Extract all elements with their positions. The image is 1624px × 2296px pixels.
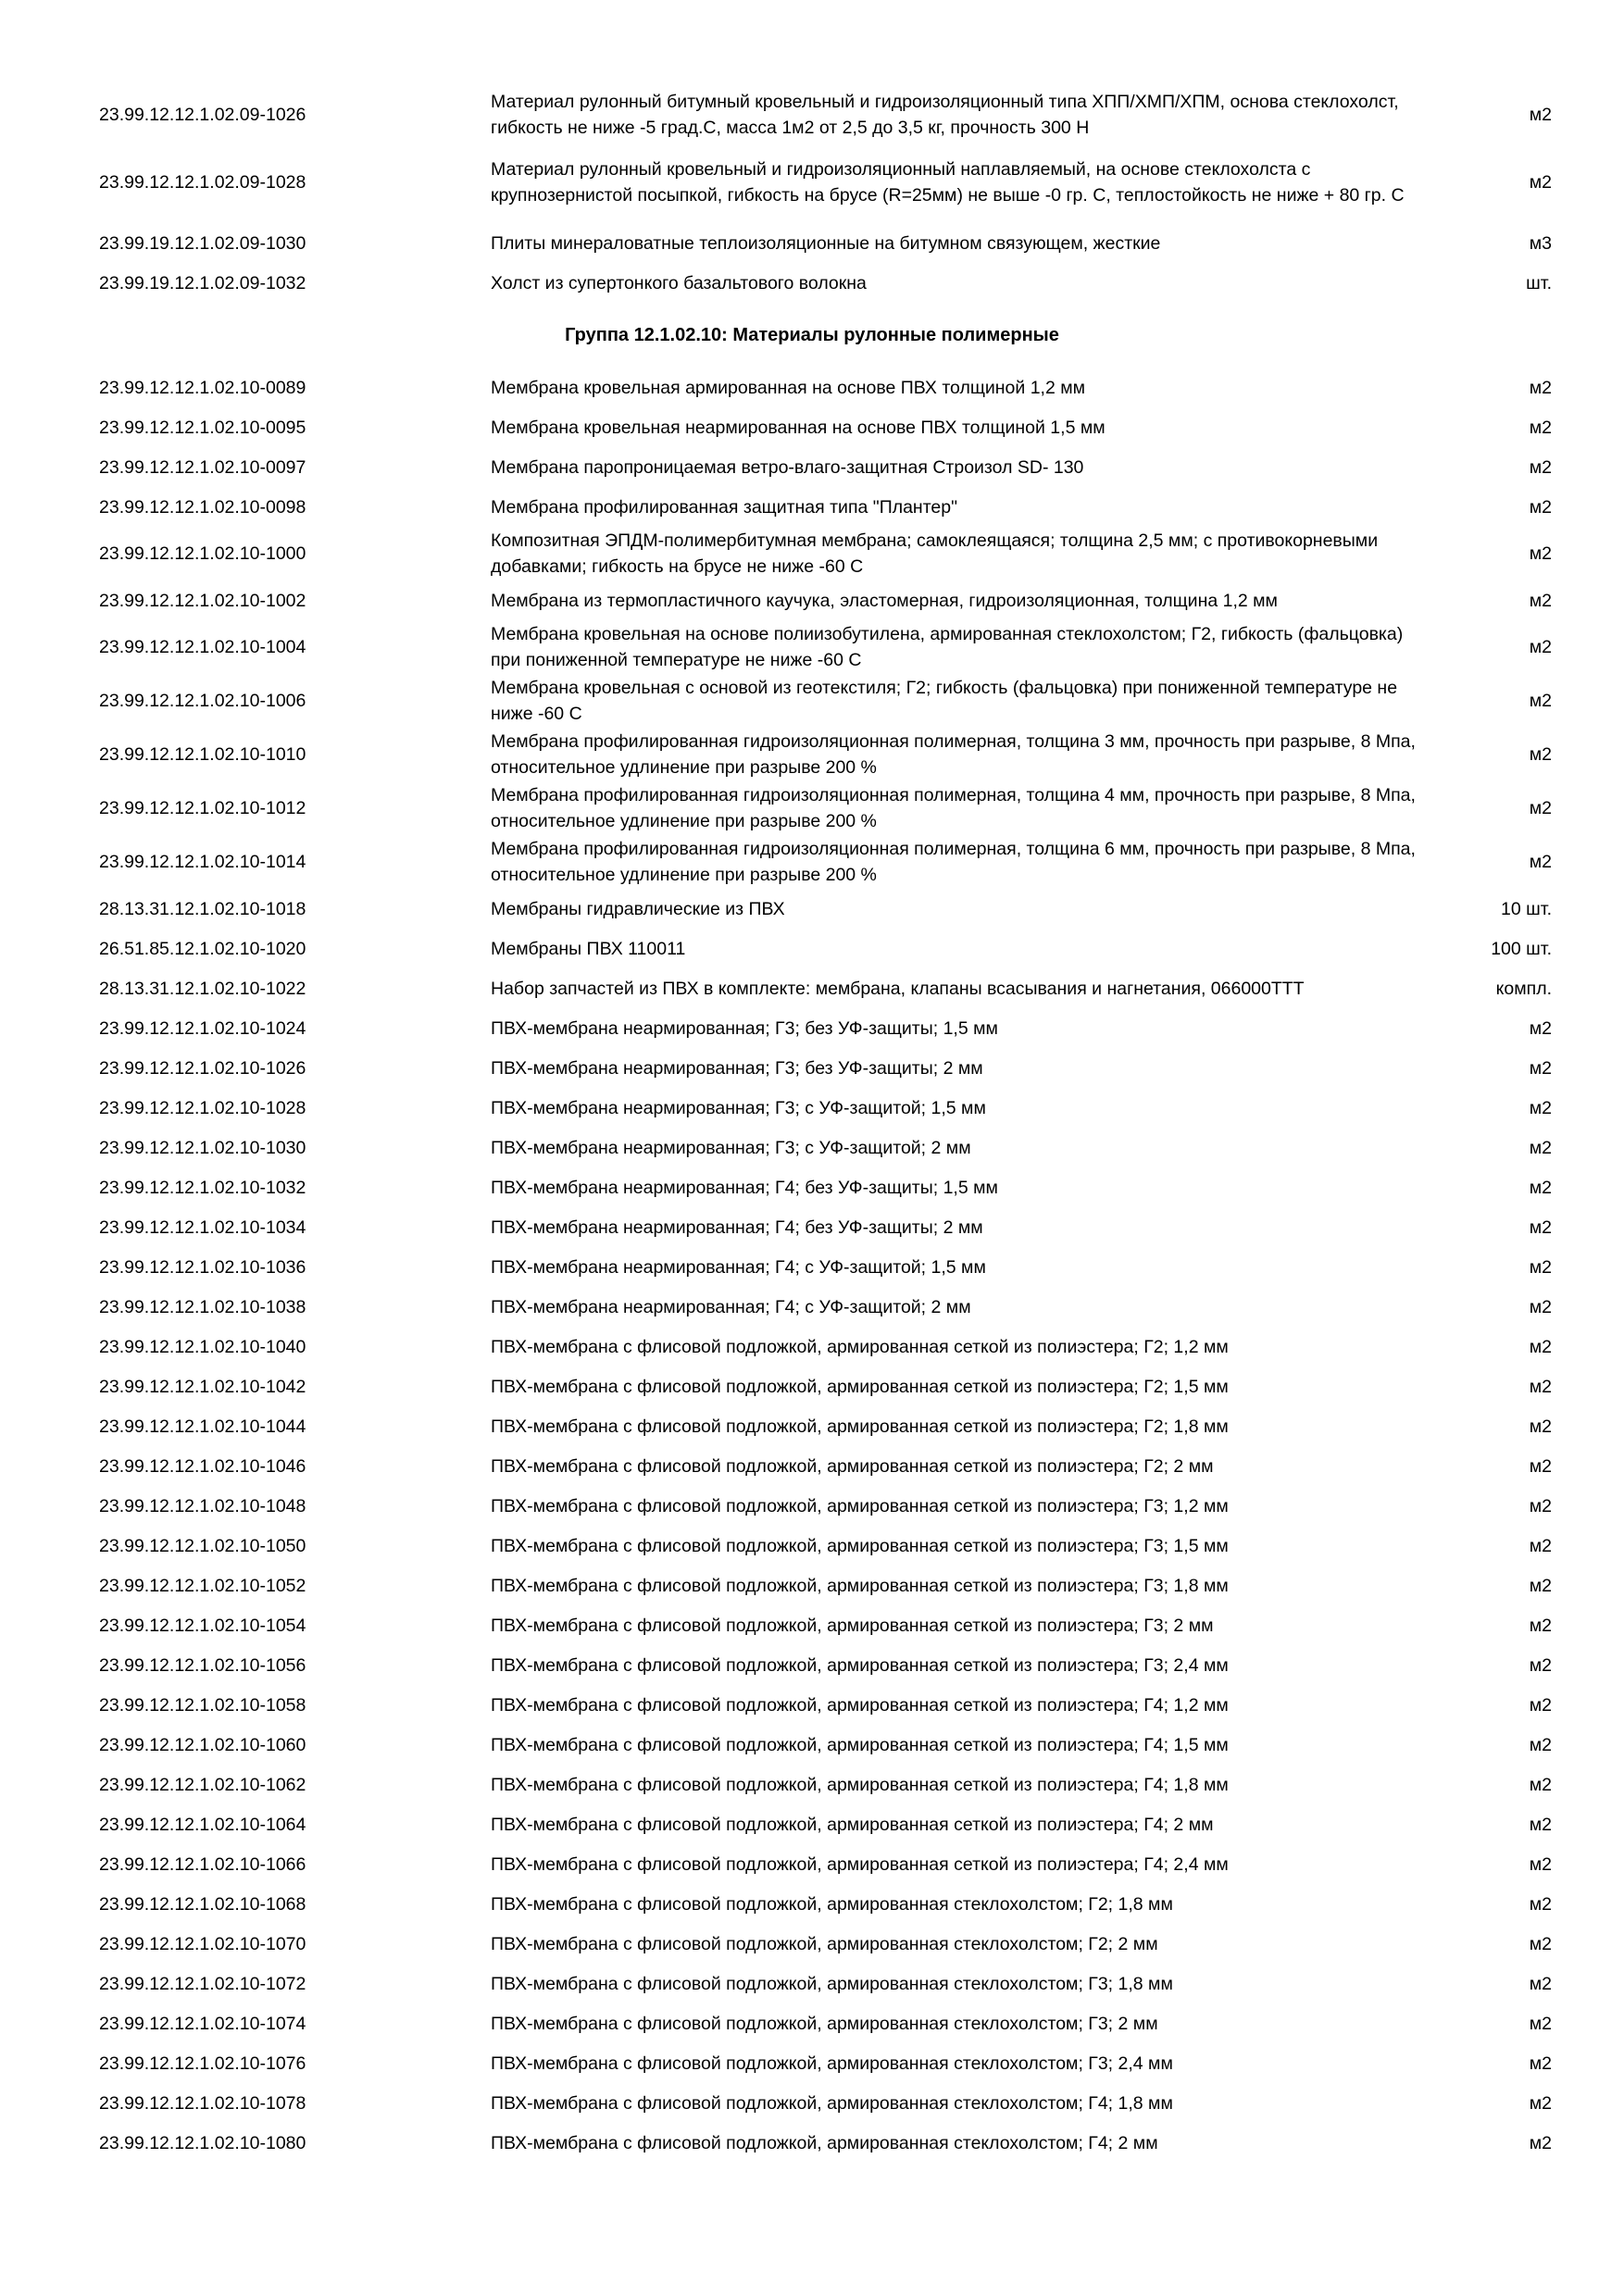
material-unit: м2 <box>1529 590 1552 611</box>
material-code: 23.99.12.12.1.02.10-1064 <box>99 1814 306 1835</box>
table-row <box>0 1446 1624 1486</box>
material-unit: м2 <box>1529 1694 1552 1716</box>
table-row <box>0 368 1624 407</box>
material-name: ПВХ-мембрана неармированная; Г4; без УФ-защиты; 2 мм <box>491 1217 983 1238</box>
material-unit: м2 <box>1529 1654 1552 1676</box>
material-code: 23.99.12.12.1.02.10-1062 <box>99 1774 306 1795</box>
material-code: 23.99.12.12.1.02.09-1026 <box>99 105 306 125</box>
material-code: 23.99.12.12.1.02.10-1028 <box>99 1097 306 1118</box>
material-code: 23.99.12.12.1.02.10-0089 <box>99 377 306 398</box>
material-unit: м2 <box>1529 1575 1552 1596</box>
material-name: ПВХ-мембрана с флисовой подложкой, армированная сеткой из полиэстера; Г3; 1,5 мм <box>491 1535 1229 1556</box>
material-unit: м2 <box>1529 1256 1552 1278</box>
table-row <box>0 1088 1624 1128</box>
material-code: 28.13.31.12.1.02.10-1018 <box>99 898 306 919</box>
material-unit: м2 <box>1529 1336 1552 1357</box>
table-row <box>0 527 1624 580</box>
material-unit: 10 шт. <box>1501 898 1552 919</box>
table-row <box>0 263 1624 303</box>
material-name: ПВХ-мембрана неармированная; Г4; с УФ-защитой; 2 мм <box>491 1296 971 1317</box>
material-unit: компл. <box>1495 978 1552 999</box>
table-row <box>0 487 1624 527</box>
material-name: Материал рулонный кровельный и гидроизоляционный наплавляемый, на основе стеклохолста с крупнозернистой посыпкой, гибкость на брусе (R=25мм) не выше -0 гр. С, теплостойкость не ниже + 80 гр. С <box>491 159 1405 206</box>
material-name: ПВХ-мембрана с флисовой подложкой, армированная стеклохолстом; Г2; 2 мм <box>491 1933 1158 1954</box>
material-unit: м2 <box>1529 1933 1552 1954</box>
material-name: ПВХ-мембрана с флисовой подложкой, армированная сеткой из полиэстера; Г4; 2,4 мм <box>491 1853 1229 1875</box>
price-list-page <box>0 88 1624 2163</box>
material-unit: м2 <box>1529 1814 1552 1835</box>
material-table-section-10 <box>0 368 1624 2163</box>
material-code: 23.99.12.12.1.02.10-1040 <box>99 1336 306 1357</box>
table-row <box>0 1804 1624 1844</box>
table-row <box>0 1765 1624 1804</box>
material-code: 23.99.12.12.1.02.10-0095 <box>99 417 306 438</box>
table-row <box>0 1486 1624 1526</box>
material-code: 23.99.12.12.1.02.10-1080 <box>99 2132 306 2153</box>
material-name: ПВХ-мембрана с флисовой подложкой, армированная сеткой из полиэстера; Г2; 2 мм <box>491 1455 1214 1477</box>
material-code: 23.99.12.12.1.02.10-1052 <box>99 1575 306 1596</box>
material-name: Плиты минераловатные теплоизоляционные на битумном связующем, жесткие <box>491 232 1161 254</box>
table-row <box>0 1844 1624 1884</box>
material-name: ПВХ-мембрана с флисовой подложкой, армированная стеклохолстом; Г3; 2 мм <box>491 2013 1158 2034</box>
material-unit: м2 <box>1529 1177 1552 1198</box>
material-code: 23.99.12.12.1.02.10-1074 <box>99 2013 306 2034</box>
material-unit: м2 <box>1529 1893 1552 1915</box>
table-row <box>0 1964 1624 2003</box>
material-unit: м2 <box>1529 105 1552 125</box>
material-unit: 100 шт. <box>1491 938 1552 959</box>
material-name: Материал рулонный битумный кровельный и гидроизоляционный типа ХПП/ХМП/ХПМ, основа стеклохолст, гибкость не ниже -5 град.С, масса 1м2 от 2,5 до 3,5 кг, прочность 300 Н <box>491 92 1399 138</box>
material-code: 23.99.12.12.1.02.10-1066 <box>99 1853 306 1875</box>
material-code: 23.99.12.12.1.02.10-1046 <box>99 1455 306 1477</box>
table-row <box>0 674 1624 728</box>
material-code: 23.99.12.12.1.02.10-1076 <box>99 2053 306 2074</box>
material-unit: м2 <box>1529 1097 1552 1118</box>
table-row <box>0 1247 1624 1287</box>
material-unit: м2 <box>1529 1853 1552 1875</box>
material-unit: м2 <box>1529 637 1552 657</box>
material-unit: м2 <box>1529 417 1552 438</box>
material-code: 23.99.12.12.1.02.10-1006 <box>99 691 306 711</box>
material-unit: м2 <box>1529 1017 1552 1039</box>
material-name: ПВХ-мембрана с флисовой подложкой, армированная сеткой из полиэстера; Г3; 2,4 мм <box>491 1654 1229 1676</box>
material-code: 23.99.12.12.1.02.10-1038 <box>99 1296 306 1317</box>
material-name: ПВХ-мембрана неармированная; Г3; с УФ-защитой; 1,5 мм <box>491 1097 986 1118</box>
table-row <box>0 2043 1624 2083</box>
table-row <box>0 1366 1624 1406</box>
table-row <box>0 1128 1624 1167</box>
table-row <box>0 2083 1624 2123</box>
material-name: Мембрана паропроницаемая ветро-влаго-защитная Строизол SD- 130 <box>491 456 1084 478</box>
table-row <box>0 728 1624 781</box>
material-name: Мембрана профилированная защитная типа "Плантер" <box>491 496 958 518</box>
material-name: Холст из супертонкого базальтового волокна <box>491 272 867 293</box>
material-code: 23.99.12.12.1.02.10-1054 <box>99 1615 306 1636</box>
material-name: Композитная ЭПДМ-полимербитумная мембрана; самоклеящаяся; толщина 2,5 мм; с противокорневыми добавками; гибкость на брусе не ниже -60 С <box>491 530 1379 577</box>
material-unit: м2 <box>1529 2092 1552 2114</box>
table-row <box>0 2123 1624 2163</box>
material-code: 23.99.12.12.1.02.10-0098 <box>99 496 306 518</box>
material-code: 23.99.12.12.1.02.10-1050 <box>99 1535 306 1556</box>
material-unit: м2 <box>1529 1217 1552 1238</box>
material-name: Мембраны ПВХ 110011 <box>491 938 686 959</box>
material-unit: м2 <box>1529 2053 1552 2074</box>
material-name: ПВХ-мембрана с флисовой подложкой, армированная стеклохолстом; Г4; 1,8 мм <box>491 2092 1173 2114</box>
material-name: Набор запчастей из ПВХ в комплекте: мембрана, клапаны всасывания и нагнетания, 066000ТТТ <box>491 978 1305 999</box>
material-name: ПВХ-мембрана неармированная; Г4; без УФ-защиты; 1,5 мм <box>491 1177 998 1198</box>
table-row <box>0 1287 1624 1327</box>
material-code: 23.99.12.12.1.02.10-1044 <box>99 1416 306 1437</box>
table-row <box>0 968 1624 1008</box>
material-name: ПВХ-мембрана неармированная; Г3; без УФ-защиты; 1,5 мм <box>491 1017 998 1039</box>
material-unit: м2 <box>1529 1057 1552 1079</box>
table-row <box>0 1685 1624 1725</box>
material-name: ПВХ-мембрана с флисовой подложкой, армированная сеткой из полиэстера; Г4; 1,2 мм <box>491 1694 1229 1716</box>
table-row <box>0 835 1624 889</box>
group-heading: Группа 12.1.02.10: Материалы рулонные полимерные <box>565 324 1059 345</box>
material-code: 23.99.12.12.1.02.10-1070 <box>99 1933 306 1954</box>
material-code: 23.99.12.12.1.02.10-1004 <box>99 637 306 657</box>
material-code: 23.99.12.12.1.02.10-1036 <box>99 1256 306 1278</box>
material-name: ПВХ-мембрана с флисовой подложкой, армированная сеткой из полиэстера; Г3; 1,2 мм <box>491 1495 1229 1516</box>
material-code: 23.99.12.12.1.02.10-1026 <box>99 1057 306 1079</box>
material-code: 23.99.12.12.1.02.10-1048 <box>99 1495 306 1516</box>
table-row <box>0 142 1624 223</box>
material-code: 23.99.12.12.1.02.10-1042 <box>99 1376 306 1397</box>
material-unit: шт. <box>1526 272 1552 293</box>
table-row <box>0 223 1624 263</box>
material-name: Мембрана профилированная гидроизоляционная полимерная, толщина 4 мм, прочность при разрыве, 8 Мпа, относительное удлинение при разрыве 200 % <box>491 785 1416 831</box>
material-unit: м2 <box>1529 1535 1552 1556</box>
material-code: 26.51.85.12.1.02.10-1020 <box>99 938 306 959</box>
material-code: 23.99.12.12.1.02.10-1002 <box>99 590 306 611</box>
material-unit: м2 <box>1529 1615 1552 1636</box>
table-row <box>0 620 1624 674</box>
material-code: 23.99.12.12.1.02.10-1072 <box>99 1973 306 1994</box>
table-row <box>0 1167 1624 1207</box>
material-unit: м2 <box>1529 456 1552 478</box>
table-row <box>0 1526 1624 1566</box>
table-row <box>0 1406 1624 1446</box>
material-unit: м2 <box>1529 496 1552 518</box>
table-row <box>0 1048 1624 1088</box>
material-name: ПВХ-мембрана с флисовой подложкой, армированная стеклохолстом; Г3; 1,8 мм <box>491 1973 1173 1994</box>
material-name: ПВХ-мембрана неармированная; Г3; без УФ-защиты; 2 мм <box>491 1057 983 1079</box>
material-name: Мембрана кровельная с основой из геотекстиля; Г2; гибкость (фальцовка) при пониженной температуре не ниже -60 С <box>491 678 1398 724</box>
material-name: ПВХ-мембрана с флисовой подложкой, армированная сеткой из полиэстера; Г2; 1,2 мм <box>491 1336 1229 1357</box>
material-unit: м2 <box>1529 1973 1552 1994</box>
table-row <box>0 2003 1624 2043</box>
material-name: Мембрана профилированная гидроизоляционная полимерная, толщина 3 мм, прочность при разрыве, 8 Мпа, относительное удлинение при разрыве 200 % <box>491 731 1416 778</box>
table-row <box>0 1207 1624 1247</box>
material-name: ПВХ-мембрана с флисовой подложкой, армированная стеклохолстом; Г2; 1,8 мм <box>491 1893 1173 1915</box>
table-row <box>0 1645 1624 1685</box>
material-name: ПВХ-мембрана с флисовой подложкой, армированная стеклохолстом; Г4; 2 мм <box>491 2132 1158 2153</box>
table-row <box>0 580 1624 620</box>
material-code: 23.99.12.12.1.02.10-0097 <box>99 456 306 478</box>
material-name: ПВХ-мембрана с флисовой подложкой, армированная сеткой из полиэстера; Г4; 1,5 мм <box>491 1734 1229 1755</box>
material-code: 23.99.12.12.1.02.10-1024 <box>99 1017 306 1039</box>
table-row <box>0 1605 1624 1645</box>
material-name: Мембрана из термопластичного каучука, эластомерная, гидроизоляционная, толщина 1,2 мм <box>491 590 1278 611</box>
material-unit: м2 <box>1529 2013 1552 2034</box>
material-code: 23.99.12.12.1.02.10-1034 <box>99 1217 306 1238</box>
material-name: Мембрана кровельная армированная на основе ПВХ толщиной 1,2 мм <box>491 377 1086 398</box>
table-row <box>0 1884 1624 1924</box>
material-code: 23.99.12.12.1.02.10-1012 <box>99 798 306 818</box>
material-code: 23.99.12.12.1.02.10-1078 <box>99 2092 306 2114</box>
material-name: ПВХ-мембрана неармированная; Г3; с УФ-защитой; 2 мм <box>491 1137 971 1158</box>
table-row <box>0 1924 1624 1964</box>
material-unit: м2 <box>1529 2132 1552 2153</box>
material-name: ПВХ-мембрана с флисовой подложкой, армированная сеткой из полиэстера; Г2; 1,5 мм <box>491 1376 1229 1397</box>
table-row <box>0 1725 1624 1765</box>
material-unit: м2 <box>1529 1495 1552 1516</box>
table-row <box>0 1008 1624 1048</box>
material-code: 23.99.19.12.1.02.09-1032 <box>99 272 306 293</box>
material-unit: м2 <box>1529 377 1552 398</box>
material-unit: м2 <box>1529 1416 1552 1437</box>
material-code: 28.13.31.12.1.02.10-1022 <box>99 978 306 999</box>
table-row <box>0 407 1624 447</box>
material-name: ПВХ-мембрана с флисовой подложкой, армированная сеткой из полиэстера; Г2; 1,8 мм <box>491 1416 1229 1437</box>
table-row <box>0 889 1624 929</box>
material-unit: м2 <box>1529 1774 1552 1795</box>
material-code: 23.99.12.12.1.02.10-1010 <box>99 744 306 765</box>
material-unit: м2 <box>1529 172 1552 193</box>
material-name: ПВХ-мембрана с флисовой подложкой, армированная сеткой из полиэстера; Г4; 2 мм <box>491 1814 1214 1835</box>
material-code: 23.99.12.12.1.02.10-1058 <box>99 1694 306 1716</box>
material-code: 23.99.12.12.1.02.09-1028 <box>99 172 306 193</box>
material-name: Мембрана кровельная на основе полиизобутилена, армированная стеклохолстом; Г2, гибкость (фальцовка) при пониженной температуре не ниже -60 С <box>491 624 1404 670</box>
material-unit: м2 <box>1529 798 1552 818</box>
table-row <box>0 781 1624 835</box>
material-unit: м2 <box>1529 691 1552 711</box>
material-code: 23.99.19.12.1.02.09-1030 <box>99 232 306 254</box>
material-name: ПВХ-мембрана с флисовой подложкой, армированная сеткой из полиэстера; Г3; 1,8 мм <box>491 1575 1229 1596</box>
material-unit: м2 <box>1529 1455 1552 1477</box>
material-code: 23.99.12.12.1.02.10-1014 <box>99 852 306 872</box>
material-code: 23.99.12.12.1.02.10-1068 <box>99 1893 306 1915</box>
material-name: Мембрана профилированная гидроизоляционная полимерная, толщина 6 мм, прочность при разрыве, 8 Мпа, относительное удлинение при разрыве 200 % <box>491 839 1416 885</box>
material-name: ПВХ-мембрана неармированная; Г4; с УФ-защитой; 1,5 мм <box>491 1256 986 1278</box>
table-row <box>0 1327 1624 1366</box>
material-unit: м3 <box>1529 232 1552 254</box>
table-row <box>0 929 1624 968</box>
material-unit: м2 <box>1529 1137 1552 1158</box>
material-name: ПВХ-мембрана с флисовой подложкой, армированная стеклохолстом; Г3; 2,4 мм <box>491 2053 1173 2074</box>
material-name: ПВХ-мембрана с флисовой подложкой, армированная сеткой из полиэстера; Г3; 2 мм <box>491 1615 1214 1636</box>
material-unit: м2 <box>1529 744 1552 765</box>
material-code: 23.99.12.12.1.02.10-1032 <box>99 1177 306 1198</box>
material-name: Мембраны гидравлические из ПВХ <box>491 898 785 919</box>
material-code: 23.99.12.12.1.02.10-1000 <box>99 543 306 564</box>
material-code: 23.99.12.12.1.02.10-1060 <box>99 1734 306 1755</box>
material-unit: м2 <box>1529 852 1552 872</box>
material-name: Мембрана кровельная неармированная на основе ПВХ толщиной 1,5 мм <box>491 417 1106 438</box>
material-unit: м2 <box>1529 1376 1552 1397</box>
material-unit: м2 <box>1529 1734 1552 1755</box>
material-unit: м2 <box>1529 1296 1552 1317</box>
table-row <box>0 88 1624 142</box>
material-code: 23.99.12.12.1.02.10-1030 <box>99 1137 306 1158</box>
table-row <box>0 1566 1624 1605</box>
material-unit: м2 <box>1529 543 1552 564</box>
material-code: 23.99.12.12.1.02.10-1056 <box>99 1654 306 1676</box>
table-row <box>0 447 1624 487</box>
material-name: ПВХ-мембрана с флисовой подложкой, армированная сеткой из полиэстера; Г4; 1,8 мм <box>491 1774 1229 1795</box>
material-table-section-09 <box>0 88 1624 303</box>
